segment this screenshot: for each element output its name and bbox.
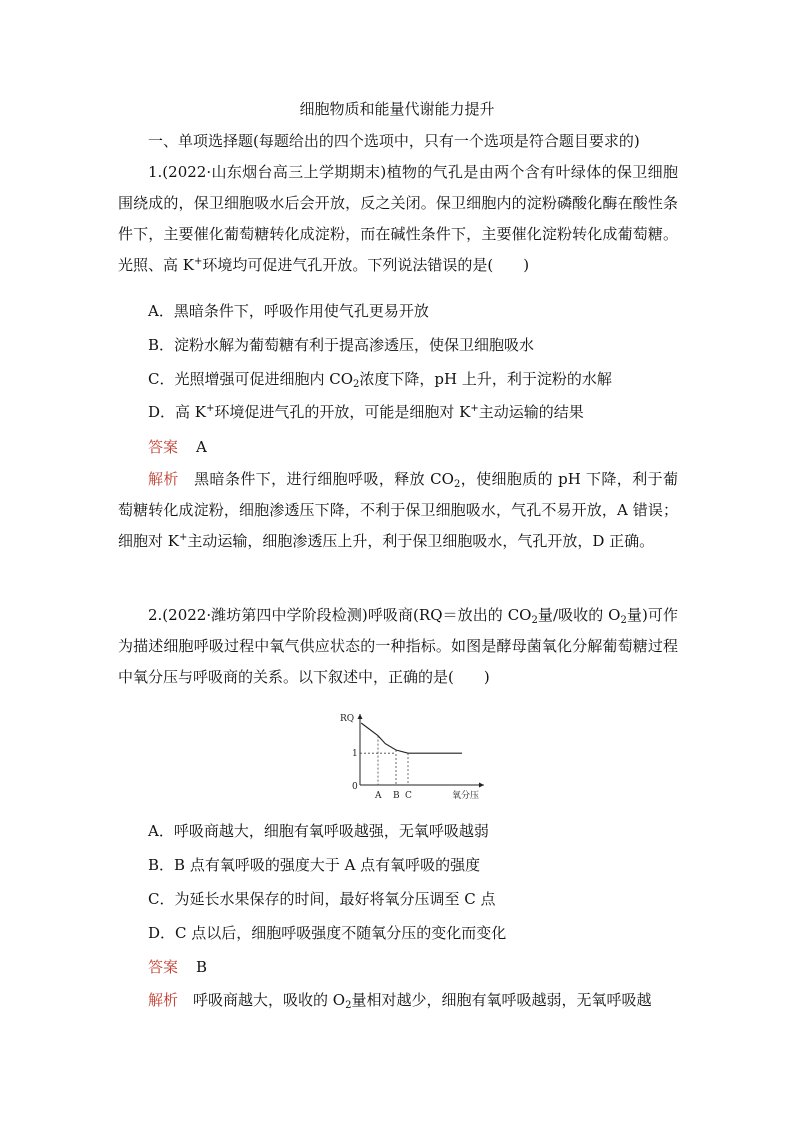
y-axis-label: RQ (340, 714, 355, 724)
x-point-label-A: A (375, 791, 382, 801)
x-point-label-B: B (393, 791, 400, 801)
question-2-answer: 答案 B (148, 958, 208, 976)
question-2-analysis: 解析 呼吸商越大，吸收的 $O_2$量相对越少，细胞有氧呼吸越弱，无氧呼吸越 (148, 991, 652, 1011)
section-heading: 一、单项选择题(每题给出的四个选项中，只有一个选项是符合题目要求的) (148, 132, 640, 150)
question-2-option-a: A．呼吸商越大，细胞有氧呼吸越强，无氧呼吸越弱 (148, 822, 489, 840)
rq-chart (338, 708, 488, 803)
y-axis-arrow (358, 714, 363, 719)
question-2-option-c: C．为延长水果保存的时间，最好将氧分压调至 C 点 (148, 890, 496, 908)
question-2-option-d: D．C 点以后，细胞呼吸强度不随氧分压的变化而变化 (148, 924, 507, 942)
question-1-analysis: 解析 黑暗条件下，进行细胞呼吸，释放 $CO_2$，使细胞质的 pH 下降，利于葡萄糖转化成淀粉，细胞渗透压下降，不利于保卫细胞吸水，气孔不易开放，A 错误；细胞对 K+主动运输，细胞渗透压上升，利于保卫细胞吸水，气孔开放，D 正确。 (118, 470, 678, 550)
question-2-option-b: B．B 点有氧呼吸的强度大于 A 点有氧呼吸的强度 (148, 856, 481, 874)
question-2-stem: 2.(2022·潍坊第四中学阶段检测)呼吸商(RQ＝放出的 $CO_2$量/吸收的 $O_2$量)可作为描述细胞呼吸过程中氧气供应状态的一种指标。如图是酵母菌氧化分解葡萄糖过程中氧分压与呼吸商的关系。以下叙述中，正确的是( ) (118, 606, 679, 686)
question-1-option-d: D．高 K+环境促进气孔的开放，可能是细胞对 K+主动运输的结果 (148, 403, 584, 421)
page-title: 细胞物质和能量代谢能力提升 (299, 100, 495, 118)
x-axis-label: 氧分压 (452, 791, 480, 801)
question-1-option-b: B．淀粉水解为葡萄糖有利于提高渗透压，使保卫细胞吸水 (148, 336, 535, 354)
x-point-label-C: C (405, 791, 412, 801)
question-1-option-c: C．光照增强可促进细胞内 $CO_2$浓度下降，pH 上升，利于淀粉的水解 (148, 370, 612, 390)
question-1-answer: 答案 A (148, 438, 207, 456)
x-axis-arrow (479, 783, 484, 788)
origin-label: 0 (352, 782, 358, 792)
rq-curve (361, 723, 462, 753)
question-1-stem: 1.(2022·山东烟台高三上学期期末)植物的气孔是由两个含有叶绿体的保卫细胞围绕成的，保卫细胞吸水后会开放，反之关闭。保卫细胞内的淀粉磷酸化酶在酸性条件下，主要催化葡萄糖转化成淀粉，而在碱性条件下，主要催化淀粉转化成葡萄糖。光照、高 K+环境均可促进气孔开放。下列说法错误的是( ) (118, 163, 678, 274)
y-tick-label: 1 (352, 749, 358, 760)
question-1-option-a: A．黑暗条件下，呼吸作用使气孔更易开放 (148, 302, 429, 320)
